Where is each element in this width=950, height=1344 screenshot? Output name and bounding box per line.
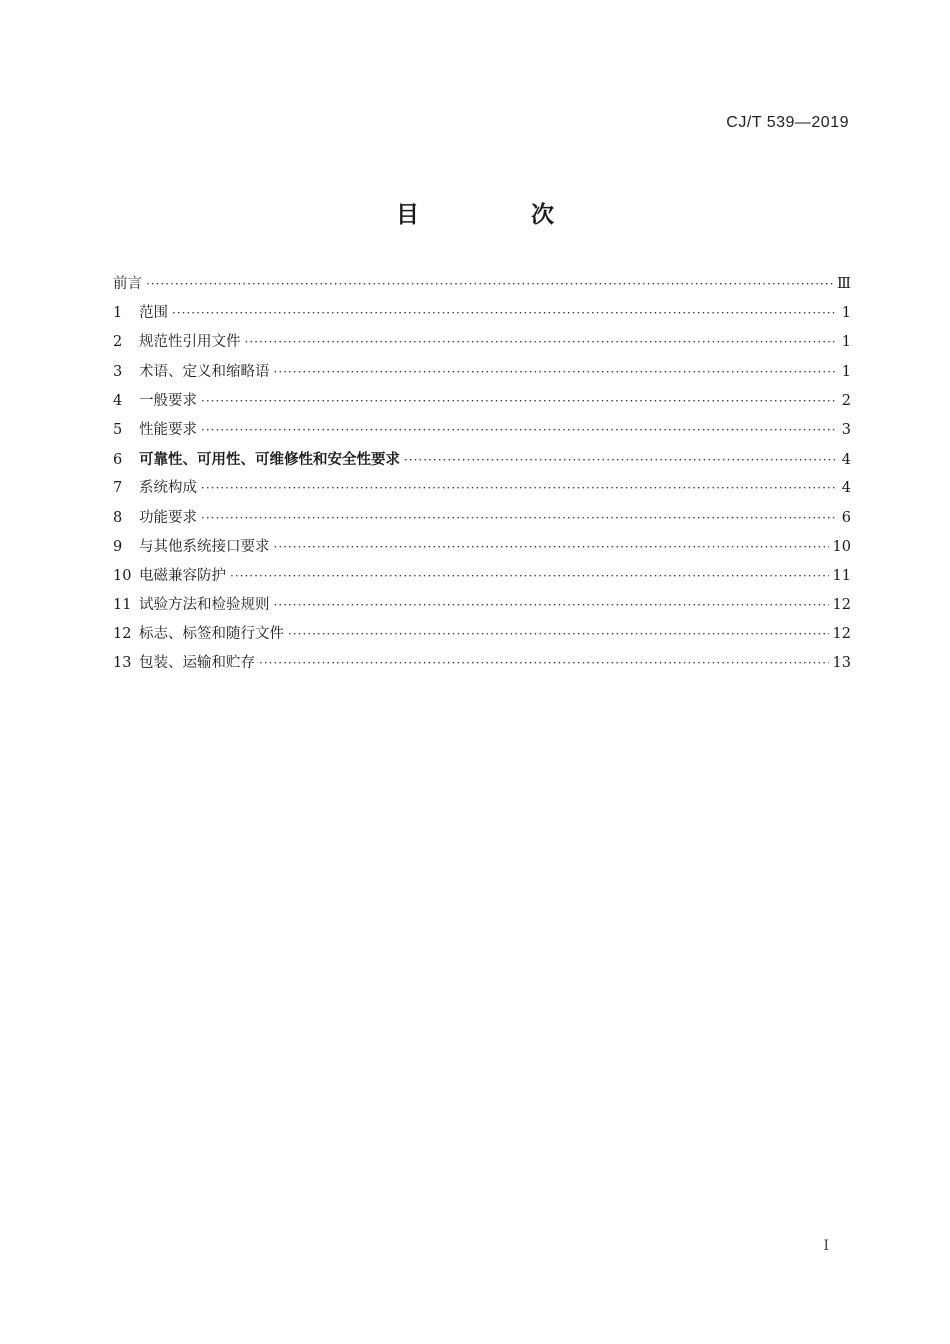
toc-entry[interactable] xyxy=(113,474,851,503)
toc-entry-number: 4 xyxy=(113,392,123,409)
toc-entry[interactable] xyxy=(113,328,851,357)
toc-leader-dots xyxy=(245,328,836,357)
toc-entry-number: 6 xyxy=(113,452,123,469)
table-of-contents xyxy=(113,270,851,679)
toc-entry-label: 一般要求 xyxy=(139,392,197,409)
toc-leader-dots xyxy=(288,620,829,649)
toc-entry[interactable] xyxy=(113,387,851,416)
toc-leader-dots xyxy=(274,591,829,620)
toc-entry-page: 12 xyxy=(832,597,851,614)
toc-entry[interactable] xyxy=(113,649,851,678)
toc-entry-page: 1 xyxy=(841,363,851,380)
toc-entry[interactable] xyxy=(113,504,851,533)
toc-entry-number: 10 xyxy=(113,567,132,584)
toc-entry[interactable] xyxy=(113,562,851,591)
toc-entry[interactable] xyxy=(113,416,851,445)
toc-entry-label: 功能要求 xyxy=(139,509,197,526)
toc-entry-label: 包装、运输和贮存 xyxy=(139,655,255,672)
toc-leader-dots xyxy=(201,504,835,533)
toc-entry-label: 试验方法和检验规则 xyxy=(139,597,270,614)
toc-entry-number: 5 xyxy=(113,421,123,438)
page-number: I xyxy=(823,1238,829,1254)
toc-entry[interactable] xyxy=(113,299,851,328)
toc-entry-label: 规范性引用文件 xyxy=(139,334,241,351)
toc-entry-label: 术语、定义和缩略语 xyxy=(139,363,270,380)
document-code: CJ/T 539—2019 xyxy=(726,114,849,131)
toc-entry-label: 可靠性、可用性、可维修性和安全性要求 xyxy=(139,451,400,469)
toc-entry-page: 2 xyxy=(841,392,851,409)
toc-leader-dots xyxy=(172,299,835,328)
toc-leader-dots xyxy=(201,474,835,503)
toc-entry-label: 范围 xyxy=(139,305,168,322)
toc-entry-page: 11 xyxy=(832,567,851,584)
toc-entry[interactable] xyxy=(113,591,851,620)
toc-entry-number: 8 xyxy=(113,509,123,526)
toc-entry-number: 1 xyxy=(113,305,123,322)
toc-leader-dots xyxy=(274,533,829,562)
toc-entry-page: 1 xyxy=(841,305,851,322)
toc-entry-page: 12 xyxy=(832,626,851,643)
toc-leader-dots xyxy=(274,358,836,387)
toc-entry-page: 3 xyxy=(841,421,851,438)
toc-entry-page: 4 xyxy=(841,480,851,497)
toc-entry-label: 性能要求 xyxy=(139,421,197,438)
toc-entry[interactable] xyxy=(113,270,851,299)
toc-entry-number: 2 xyxy=(113,334,123,351)
toc-entry-number: 13 xyxy=(113,655,132,672)
toc-entry-number: 11 xyxy=(113,597,132,614)
toc-leader-dots xyxy=(259,649,829,678)
toc-entry[interactable] xyxy=(113,533,851,562)
toc-leader-dots xyxy=(201,416,835,445)
toc-leader-dots xyxy=(404,446,835,475)
toc-entry-page: 13 xyxy=(832,655,851,672)
toc-entry-number: 3 xyxy=(113,363,123,380)
toc-entry-page: 10 xyxy=(832,538,851,555)
toc-entry-number: 12 xyxy=(113,626,132,643)
toc-leader-dots xyxy=(146,270,833,299)
toc-leader-dots xyxy=(201,387,835,416)
toc-entry[interactable] xyxy=(113,620,851,649)
toc-entry-number: 7 xyxy=(113,480,123,497)
toc-entry-label: 标志、标签和随行文件 xyxy=(139,626,284,643)
toc-title: 目 次 xyxy=(395,201,606,228)
toc-entry-label: 与其他系统接口要求 xyxy=(139,538,270,555)
toc-entry-page: 6 xyxy=(841,509,851,526)
toc-entry-label: 系统构成 xyxy=(139,480,197,497)
toc-entry-number: 9 xyxy=(113,538,123,555)
toc-leader-dots xyxy=(230,562,829,591)
toc-entry-page: 1 xyxy=(841,334,851,351)
toc-entry-page: 4 xyxy=(841,452,851,469)
toc-entry-label: 电磁兼容防护 xyxy=(139,567,226,584)
toc-entry[interactable] xyxy=(113,445,851,474)
toc-entry[interactable] xyxy=(113,358,851,387)
toc-entry-label: 前言 xyxy=(113,276,142,292)
toc-entry-page: Ⅲ xyxy=(837,276,851,292)
